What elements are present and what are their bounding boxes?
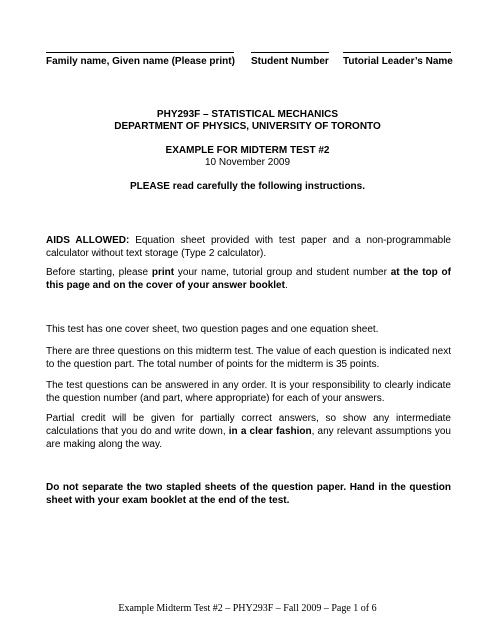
department-title: DEPARTMENT OF PHYSICS, UNIVERSITY OF TORONTO xyxy=(114,121,381,132)
student-number-line xyxy=(251,52,329,53)
partial-credit-text-2: , any relevant assumptions you are making along the way. xyxy=(46,426,451,450)
before-starting-paragraph xyxy=(46,266,451,292)
order-paragraph: The test questions can be answered in any order. It is your responsibility to clearly indicate the question number (and part, where appropriate) for each of your answers. xyxy=(46,380,451,404)
tutorial-leader-line xyxy=(343,52,451,53)
family-name-line xyxy=(46,52,234,53)
aids-text: Equation sheet provided with test paper and a non-programmable calculator without text storage (Type 2 calculator). xyxy=(46,235,451,259)
tutorial-leader-label: Tutorial Leader’s Name xyxy=(343,56,453,67)
student-number-label: Student Number xyxy=(251,56,329,67)
partial-credit-emphasis: in a clear fashion xyxy=(228,426,312,437)
before-starting-location: at the top of this page and on the cover of your answer booklet xyxy=(46,267,451,291)
instruction-heading: PLEASE read carefully the following instructions. xyxy=(129,181,366,192)
course-title: PHY293F – STATISTICAL MECHANICS xyxy=(156,109,339,120)
warning-paragraph: Do not separate the two stapled sheets of the question paper. Hand in the question sheet with your exam booklet at the end of the test. xyxy=(46,482,451,506)
before-starting-text-2: your name, tutorial group and student number xyxy=(174,267,391,278)
partial-credit-paragraph xyxy=(46,412,451,451)
partial-credit-text-1: Partial credit will be given for partially correct answers, so show any intermediate calculations that you do and write down, xyxy=(46,413,451,437)
before-starting-print: print xyxy=(151,267,175,278)
before-starting-text-3: . xyxy=(284,280,288,291)
aids-label: AIDS ALLOWED: xyxy=(46,235,130,246)
test-date: 10 November 2009 xyxy=(204,157,291,168)
family-name-label: Family name, Given name (Please print) xyxy=(46,56,235,67)
before-starting-text-1: Before starting, please xyxy=(46,267,152,278)
sheets-paragraph: This test has one cover sheet, two question pages and one equation sheet. xyxy=(46,324,379,335)
aids-paragraph xyxy=(46,234,451,260)
test-title: EXAMPLE FOR MIDTERM TEST #2 xyxy=(165,145,330,156)
page-footer: Example Midterm Test #2 – PHY293F – Fall 2009 – Page 1 of 6 xyxy=(118,603,377,614)
questions-paragraph: There are three questions on this midterm test. The value of each question is indicated next to the question part. The total number of points for the midterm is 35 points. xyxy=(46,346,451,370)
